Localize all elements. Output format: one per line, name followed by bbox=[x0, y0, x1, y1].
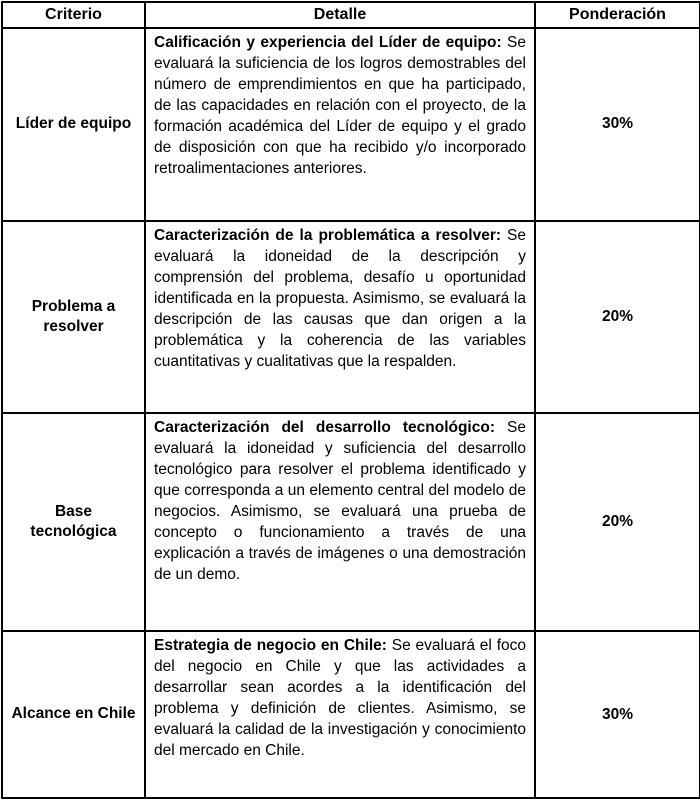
detalle-alcance-en-chile bbox=[145, 631, 535, 798]
detalle-lead-text: Caracterización del desarrollo tecnológico: bbox=[154, 419, 495, 436]
detalle-lead-text: Caracterización de la problemática a resolver: bbox=[154, 226, 502, 244]
ponderacion-alcance-en-chile: 30% bbox=[535, 631, 700, 798]
detalle-base-tecnologica bbox=[145, 413, 535, 631]
evaluation-criteria-table bbox=[1, 1, 700, 799]
table-header-row bbox=[2, 2, 700, 28]
header-criterio: Criterio bbox=[2, 2, 145, 28]
table-row bbox=[2, 28, 700, 221]
detalle-lead-text: Calificación y experiencia del Líder de equipo: bbox=[154, 34, 502, 51]
ponderacion-lider-de-equipo: 30% bbox=[535, 28, 700, 221]
detalle-lead-text: Estrategia de negocio en Chile: bbox=[154, 637, 387, 655]
header-ponderacion: Ponderación bbox=[535, 2, 700, 28]
detalle-body-text: Se evaluará la idoneidad de la descripción y comprensión del problema, desafío u oportunidad identificada en la propuesta. Asimismo, se evaluará la descripción de las causas que dan origen a la problemática y la coherencia de las variables cuantitativas y cualitativas que la respalden. bbox=[154, 226, 526, 370]
criterio-lider-de-equipo: Líder de equipo bbox=[2, 28, 145, 221]
header-detalle: Detalle bbox=[145, 2, 535, 28]
ponderacion-problema-a-resolver: 20% bbox=[535, 221, 700, 414]
detalle-body-text: Se evaluará la idoneidad y suficiencia del desarrollo tecnológico para resolver el problema identificado y que corresponda a un elemento central del modelo de negocios. Asimismo, se evaluará una prueba de concepto o funcionamiento a través de una explicación a través de imágenes o una demostración de un demo. bbox=[154, 419, 526, 583]
detalle-body-text: Se evaluará el foco del negocio en Chile y que las actividades a desarrollar sean acordes a la identificación del problema y definición de clientes. Asimismo, se evaluará la calidad de la investigación y conocimiento del mercado en Chile. bbox=[154, 637, 526, 760]
table-row bbox=[2, 631, 700, 798]
table-row bbox=[2, 221, 700, 414]
criterio-problema-a-resolver: Problema a resolver bbox=[2, 221, 145, 414]
criterio-base-tecnologica: Base tecnológica bbox=[2, 413, 145, 631]
detalle-problema-a-resolver bbox=[145, 221, 535, 414]
criterio-alcance-en-chile: Alcance en Chile bbox=[2, 631, 145, 798]
table-row bbox=[2, 413, 700, 631]
ponderacion-base-tecnologica: 20% bbox=[535, 413, 700, 631]
detalle-lider-de-equipo bbox=[145, 28, 535, 221]
detalle-body-text: Se evaluará la suficiencia de los logros demostrables del número de emprendimientos en que ha participado, de las capacidades en relación con el proyecto, de la formación académica del Líder de equipo y el grado de disposición con que ha recibido y/o incorporado retroalimentaciones anteriores. bbox=[154, 34, 526, 177]
